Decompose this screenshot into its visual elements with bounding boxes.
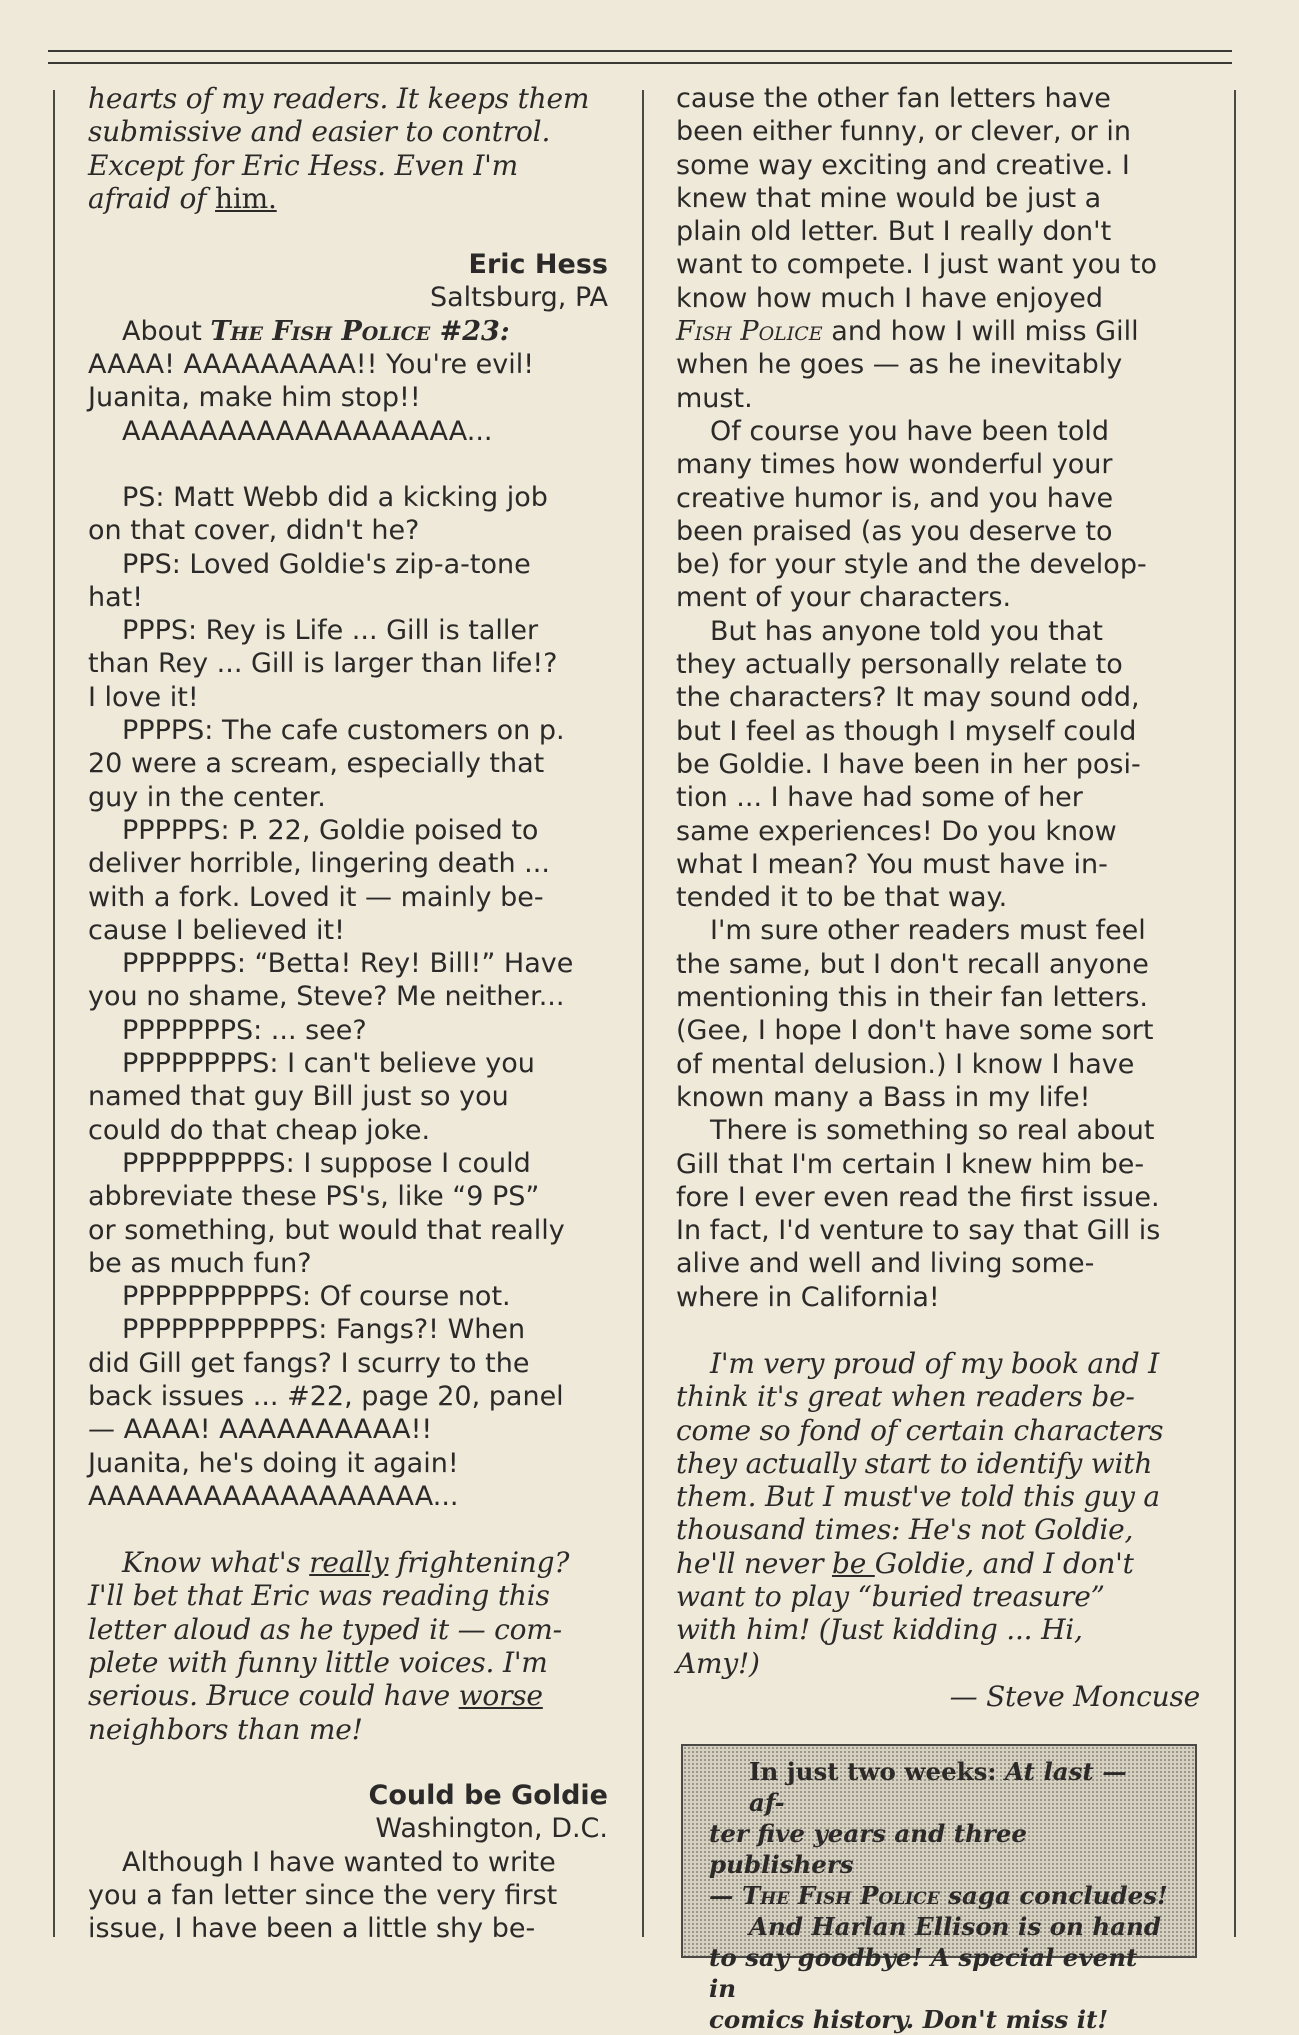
text-line: PPPPS: The cafe customers on p. (122, 715, 565, 747)
text-line: many times how wonderful your (676, 449, 1113, 481)
text-line: be as much fun? (88, 1247, 312, 1279)
text-line: Except for Eric Hess. Even I'm (88, 148, 519, 182)
text-line: where in California! (676, 1281, 940, 1313)
text-line: issue, I have been a little shy be- (88, 1913, 536, 1945)
text-line: been praised (as you deserve to (676, 515, 1113, 547)
text-line: you no shame, Steve? Me neither... (88, 981, 565, 1013)
text-line: I love it! (88, 681, 199, 713)
text-line: And Harlan Ellison is on hand (749, 1912, 1161, 1941)
text-line: PPPPPPS: “Betta! Rey! Bill!” Have (122, 948, 574, 980)
text-line: he'll never be Goldie, and I don't (676, 1546, 1134, 1580)
editor-reply-intro (88, 82, 608, 215)
text-line: submissive and easier to control. (88, 115, 551, 149)
text-line: knew that mine would be just a (676, 182, 1102, 214)
text-line: — AAAA! AAAAAAAAAA!! (88, 1414, 433, 1446)
text-line: deliver horrible, lingering death ... (88, 848, 550, 880)
text-line: hearts of my readers. It keeps them (88, 82, 590, 115)
text-line: ment of your characters. (676, 582, 1012, 614)
text-line: on that cover, didn't he? (88, 515, 420, 547)
text-line: or something, but would that really (88, 1214, 565, 1246)
text-line: you a fan letter since the very first (88, 1879, 558, 1911)
text-line: know how much I have enjoyed (676, 282, 1104, 314)
text-line: Gill that I'm certain I knew him be- (676, 1148, 1145, 1180)
postscript-list (88, 481, 608, 1513)
text-line: Although I have wanted to write (122, 1846, 556, 1878)
letter-writer-name: Eric Hess (468, 249, 608, 281)
text-line: plete with funny little voices. I'm (88, 1646, 548, 1680)
editor-signature: — Steve Moncuse (949, 1679, 1200, 1713)
text-line: the characters? It may sound odd, (676, 682, 1140, 714)
text-line: hat! (88, 581, 144, 613)
text-line: be Goldie. I have been in her posi- (676, 748, 1141, 780)
text-line: them. But I must've told this guy a (676, 1480, 1160, 1514)
text-line: same experiences! Do you know (676, 815, 1117, 847)
text-line: cause the other fan letters have (676, 83, 1111, 114)
text-line: could do that cheap joke. (88, 1114, 431, 1146)
letter-writer-name: Could be Goldie (368, 1779, 608, 1811)
text-line: Know what's really frightening? (122, 1546, 570, 1580)
text-line: come so fond of certain characters (676, 1413, 1164, 1447)
text-line: back issues ... #22, page 20, panel (88, 1380, 564, 1412)
text-line: AAAA! AAAAAAAAA!! You're evil! (88, 349, 535, 381)
text-line: There is something so real about (710, 1115, 1155, 1147)
text-line: ter five years and three publishers (709, 1819, 1027, 1879)
text-line: AAAAAAAAAAAAAAAAAA... (88, 1480, 459, 1512)
text-line: what I mean? You must have in- (676, 848, 1108, 880)
text-line: PPPPPPPS: ... see? (122, 1014, 367, 1046)
text-line: PPS: Loved Goldie's zip-a-tone (122, 548, 531, 580)
text-line: Fish Police and how I will miss Gill (676, 316, 1139, 348)
text-line: But has anyone told you that (710, 615, 1103, 647)
right-column (676, 82, 1200, 1713)
text-line: — The Fish Police saga concludes! (709, 1881, 1168, 1910)
text-line: PPPPPPPPS: I can't believe you (122, 1048, 535, 1080)
text-line: mentioning this in their fan letters. (676, 982, 1149, 1014)
text-line: did Gill get fangs? I scurry to the (88, 1347, 530, 1379)
text-line: Amy!) (676, 1646, 760, 1680)
text-line: fore I ever even read the first issue. (676, 1181, 1160, 1213)
text-line: creative humor is, and you have (676, 482, 1114, 514)
text-line: I'm sure other readers must feel (710, 915, 1146, 947)
text-line: but I feel as though I myself could (676, 715, 1137, 747)
top-rule (48, 50, 1232, 52)
text-line: want to play “buried treasure” (676, 1580, 1105, 1614)
column-rule-left (53, 90, 55, 1937)
text-line: been either funny, or clever, or in (676, 116, 1131, 148)
text-line: the same, but I don't recall anyone (676, 948, 1149, 980)
letter-body (676, 415, 1200, 1314)
text-line: than Rey ... Gill is larger than life!? (88, 648, 558, 680)
text-line: PPPPPPPPPPPS: Fangs?! When (122, 1314, 526, 1346)
text-line: tion ... I have had some of her (676, 782, 1083, 814)
text-line: afraid of him. (88, 181, 277, 215)
text-line: I'll bet that Eric was reading this (88, 1579, 550, 1613)
text-line: PPPPPPPPPPS: Of course not. (122, 1281, 511, 1313)
letter-writer-location: Saltsburg, PA (429, 282, 608, 314)
letter-writer-location: Washington, D.C. (375, 1813, 608, 1845)
text-line: guy in the center. (88, 781, 326, 813)
text-line: must. (676, 382, 753, 414)
text-line: PPPS: Rey is Life ... Gill is taller (122, 615, 539, 647)
top-rule-inner (48, 62, 1232, 64)
column-rule-right (1234, 90, 1236, 1937)
text-line: to say goodbye! A special event in (709, 1943, 1138, 2003)
text-line: they actually start to identify with (676, 1446, 1153, 1480)
column-rule-middle (642, 90, 644, 1937)
text-line: some way exciting and creative. I (676, 149, 1130, 181)
text-line: thousand times: He's not Goldie, (676, 1513, 1134, 1547)
text-line: Juanita, he's doing it again! (88, 1447, 459, 1479)
text-line: with him! (Just kidding ... Hi, (676, 1613, 1083, 1647)
text-line: PPPPPPPPPS: I suppose I could (122, 1147, 531, 1179)
text-line: of mental delusion.) I know I have (676, 1048, 1135, 1080)
text-line: be) for your style and the develop- (676, 549, 1147, 581)
text-line: serious. Bruce could have worse (88, 1679, 543, 1713)
text-line: when he goes — as he inevitably (676, 349, 1123, 381)
text-line: alive and well and living some- (676, 1248, 1095, 1280)
text-line: cause I believed it! (88, 914, 345, 946)
text-line: PPPPPS: P. 22, Goldie poised to (122, 814, 539, 846)
editor-reply-1 (88, 1546, 608, 1746)
text-line: Juanita, make him stop!! (88, 382, 421, 414)
text-line: known many a Bass in my life! (676, 1081, 1091, 1113)
text-line: letter aloud as he typed it — com- (88, 1612, 562, 1646)
text-line: PS: Matt Webb did a kicking job (122, 481, 548, 513)
editor-reply-2 (676, 1347, 1200, 1713)
text-line: 20 were a scream, especially that (88, 748, 545, 780)
left-column (88, 82, 608, 1945)
text-line: with a fork. Loved it — mainly be- (88, 881, 544, 913)
text-line: abbreviate these PS's, like “9 PS” (88, 1181, 540, 1213)
text-line: named that guy Bill just so you (88, 1081, 509, 1113)
text-line: I'm very proud of my book and I (710, 1346, 1160, 1380)
text-line: About The Fish Police #23: (122, 315, 510, 347)
text-line: (Gee, I hope I don't have some sort (676, 1015, 1154, 1047)
text-line: comics history. Don't miss it! (709, 2005, 1109, 2034)
letter-paragraph (676, 82, 1200, 315)
next-issue-callout (681, 1744, 1197, 2034)
text-line: In fact, I'd venture to say that Gill is (676, 1215, 1161, 1247)
text-line: think it's great when readers be- (676, 1380, 1135, 1414)
text-line: Of course you have been told (710, 415, 1110, 447)
text-line: want to compete. I just want you to (676, 249, 1157, 281)
text-line: neighbors than me! (88, 1712, 363, 1746)
text-line: plain old letter. But I really don't (676, 216, 1112, 248)
text-line: they actually personally relate to (676, 649, 1123, 681)
text-line: In just two weeks: At last — af- (749, 1757, 1127, 1817)
text-line: AAAAAAAAAAAAAAAAAA... (122, 415, 493, 447)
text-line: tended it to be that way. (676, 882, 1008, 914)
